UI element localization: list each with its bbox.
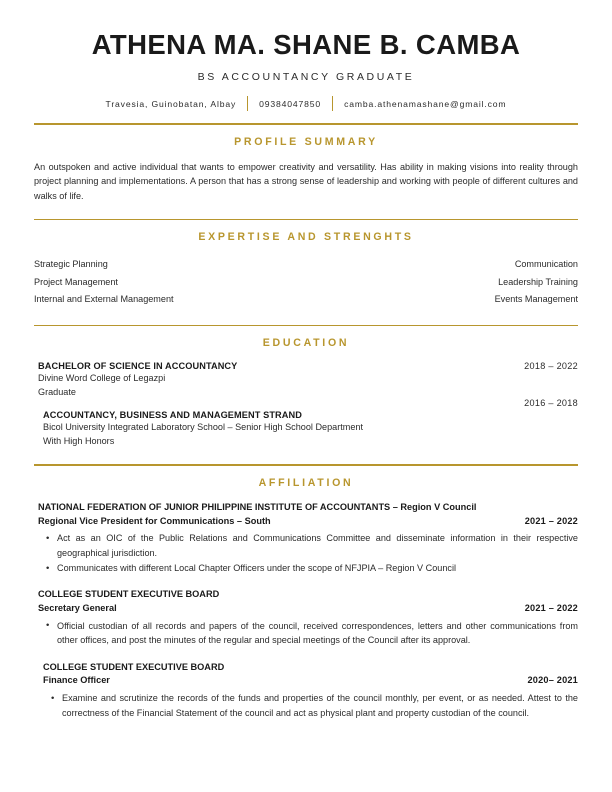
- affiliation-entry: [34, 501, 578, 576]
- affiliation-date: 2020– 2021: [527, 675, 578, 686]
- education-entry-header: [38, 361, 578, 371]
- section-divider: [34, 464, 578, 465]
- affiliation-entry-header: [38, 515, 578, 529]
- affiliation-bullet-list: [38, 531, 578, 575]
- contact-row: [34, 96, 578, 111]
- affiliation-bullet-list: [38, 619, 578, 648]
- section-heading-affiliation: AFFILIATION: [258, 476, 354, 489]
- education-entry: [34, 398, 578, 448]
- expertise-item: Strategic Planning: [34, 259, 108, 270]
- affiliation-role: Secretary General: [38, 603, 117, 614]
- expertise-left-column: [34, 256, 174, 308]
- affiliation-bullet-list: [43, 691, 578, 720]
- education-entry: [34, 361, 578, 399]
- section-heading-education: EDUCATION: [262, 336, 350, 349]
- affiliation-list: [34, 501, 578, 720]
- candidate-name: ATHENA MA. SHANE B. CAMBA: [91, 29, 521, 60]
- affiliation-entry: [34, 588, 578, 647]
- section-divider: [34, 219, 578, 220]
- affiliation-bullet: • Examine and scrutinize the records of the funds and properties of the council monthly, per event, or as needed. Attest to the correctness of the Financial Statement of the council and act as physical plant and property custodian of the council.: [62, 691, 578, 720]
- expertise-item: Leadership Training: [498, 276, 578, 287]
- section-divider: [34, 325, 578, 326]
- affiliation-bullet: • Communicates with different Local Chapter Officers under the scope of NFJPIA – Region V Council: [57, 561, 578, 575]
- affiliation-bullet: • Official custodian of all records and papers of the council, received correspondences, letters and other communications from other offices, and post the minutes of the regular and special meetings of the Council after its approval.: [57, 619, 578, 648]
- contact-phone[interactable]: 09384047850: [259, 98, 322, 109]
- section-divider: [34, 123, 578, 124]
- affiliation-date: 2021 – 2022: [524, 603, 578, 614]
- affiliation-organization: NATIONAL FEDERATION OF JUNIOR PHILIPPINE INSTITUTE OF ACCOUNTANTS – Region V Council: [38, 501, 477, 512]
- expertise-item: Events Management: [494, 294, 578, 305]
- education-degree: ACCOUNTANCY, BUSINESS AND MANAGEMENT STRAND: [43, 410, 302, 421]
- education-school: Bicol University Integrated Laboratory School – Senior High School Department: [43, 422, 363, 433]
- affiliation-date: 2021 – 2022: [524, 515, 578, 526]
- education-entry-header: [43, 398, 578, 421]
- expertise-right-column: [495, 256, 578, 308]
- expertise-item: Communication: [514, 259, 578, 270]
- education-date: 2018 – 2022: [524, 360, 578, 371]
- resume-header: [34, 0, 578, 111]
- affiliation-role: Regional Vice President for Communications – South: [38, 515, 271, 526]
- section-heading-expertise: EXPERTISE AND STRENGHTS: [198, 231, 414, 244]
- affiliation-entry-header: [38, 602, 578, 616]
- education-degree: BACHELOR OF SCIENCE IN ACCOUNTANCY: [38, 360, 238, 371]
- contact-email[interactable]: camba.athenamashane@gmail.com: [344, 98, 507, 109]
- section-heading-profile: PROFILE SUMMARY: [234, 135, 378, 148]
- affiliation-organization: COLLEGE STUDENT EXECUTIVE BOARD: [43, 661, 225, 672]
- expertise-item: Project Management: [34, 276, 118, 287]
- expertise-item: Internal and External Management: [34, 294, 174, 305]
- affiliation-role: Finance Officer: [43, 675, 110, 686]
- education-school: Divine Word College of Legazpi: [38, 372, 166, 383]
- education-date: 2016 – 2018: [524, 398, 578, 409]
- expertise-columns: [34, 256, 578, 308]
- contact-address: Travesia, Guinobatan, Albay: [105, 98, 237, 109]
- education-note: With High Honors: [43, 436, 115, 447]
- affiliation-entry: [34, 661, 578, 720]
- affiliation-bullet: • Act as an OIC of the Public Relations and Communications Committee and disseminate information in their respective geographical jurisdiction.: [57, 531, 578, 560]
- affiliation-entry-header: [43, 674, 578, 688]
- profile-summary-text: An outspoken and active individual that wants to empower creativity and versatility. Has ability in making visions into reality through project planning and implementations. A person that has a strong sense of leadership and working with people of different cultures and walks of life.: [34, 161, 578, 202]
- affiliation-organization: COLLEGE STUDENT EXECUTIVE BOARD: [38, 589, 220, 600]
- candidate-job-title: BS ACCOUNTANCY GRADUATE: [197, 71, 415, 84]
- education-list: [34, 361, 578, 448]
- education-note: Graduate: [38, 387, 76, 398]
